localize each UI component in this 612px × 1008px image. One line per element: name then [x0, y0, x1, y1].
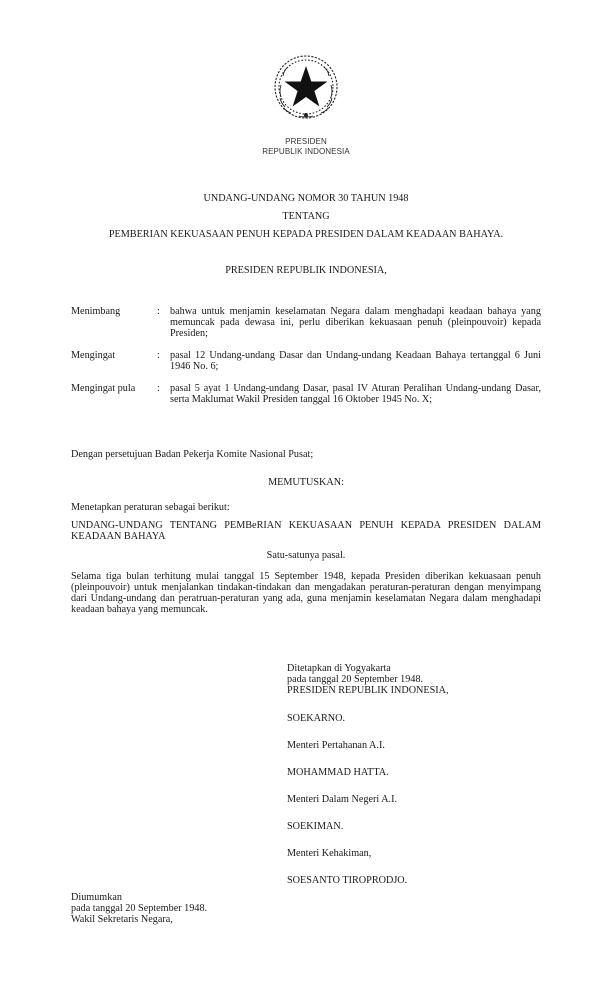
promulgation-office: Wakil Sekretaris Negara,: [71, 914, 173, 925]
consideration-colon: :: [157, 306, 160, 317]
signatory-name-defense: MOHAMMAD HATTA.: [287, 767, 389, 778]
consideration-label: Mengingat pula: [71, 383, 136, 394]
signatory-name-president: SOEKARNO.: [287, 713, 346, 724]
law-number-title: UNDANG-UNDANG NOMOR 30 TAHUN 1948: [203, 193, 409, 204]
consideration-colon: :: [157, 350, 160, 361]
emblem-caption-republic: REPUBLIK INDONESIA: [262, 147, 350, 156]
enactment-date: pada tanggal 20 September 1948.: [287, 674, 424, 685]
signatory-title-defense: Menteri Pertahanan A.I.: [287, 740, 385, 751]
signatory-title-justice: Menteri Kehakiman,: [287, 848, 372, 859]
consideration-text: pasal 12 Undang-undang Dasar dan Undang-undang Keadaan Bahaya tertanggal 6 Juni 1946 No. 6;: [170, 350, 541, 372]
consideration-label: Menimbang: [71, 306, 121, 317]
consideration-label: Mengingat: [71, 350, 116, 361]
promulgation-date: pada tanggal 20 September 1948.: [71, 903, 208, 914]
signatory-title-home-affairs: Menteri Dalam Negeri A.I.: [287, 794, 398, 805]
promulgation-label: Diumumkan: [71, 892, 122, 903]
title-tentang: TENTANG: [282, 211, 330, 222]
enactment-office: PRESIDEN REPUBLIK INDONESIA,: [287, 685, 449, 696]
consideration-text: pasal 5 ayat 1 Undang-undang Dasar, pasal IV Aturan Peralihan Undang-undang Dasar, serta Maklumat Wakil Presiden tanggal 16 Oktober 1945 No. X;: [170, 383, 541, 405]
law-title-text: UNDANG-UNDANG TENTANG PEMBeRIAN KEKUASAAN PENUH KEPADA PRESIDEN DALAM KEADAAN BAHAYA: [71, 520, 541, 542]
law-subject-title: PEMBERIAN KEKUASAAN PENUH KEPADA PRESIDEN DALAM KEADAAN BAHAYA.: [108, 229, 504, 240]
consideration-text: bahwa untuk menjamin keselamatan Negara dalam menghadapi keadaan bahaya yang memuncak pada dewasa ini, perlu diberikan kekuasaan penuh (pleinpouvoir) kepada Presiden;: [170, 306, 541, 339]
enactment-place: Ditetapkan di Yogyakarta: [287, 663, 391, 674]
decision-heading: MEMUTUSKAN:: [268, 477, 344, 488]
star-wreath-emblem-icon: [271, 52, 341, 122]
approval-statement: Dengan persetujuan Badan Pekerja Komite Nasional Pusat;: [71, 449, 314, 460]
signatory-name-home-affairs: SOEKIMAN.: [287, 821, 344, 832]
article-body: Selama tiga bulan terhitung mulai tanggal 15 September 1948, kepada Presiden diberikan kekuasaan penuh (pleinpouvoir) untuk menjalankan tindakan-tindakan dan mengadakan peraturan-peraturan dengan menyimpang dari Undang-undang dan peratruan-peraturan yang ada, guna menjamin keselamatan Negara dalam menghadapi keadaan bahaya yang memuncak.: [71, 571, 541, 615]
consideration-colon: :: [157, 383, 160, 394]
issuer-heading: PRESIDEN REPUBLIK INDONESIA,: [225, 265, 387, 276]
establish-statement: Menetapkan peraturan sebagai berikut:: [71, 502, 230, 513]
emblem-caption-president: PRESIDEN: [285, 137, 327, 146]
signatory-name-justice: SOESANTO TIROPRODJO.: [287, 875, 408, 886]
article-heading: Satu-satunya pasal.: [266, 550, 346, 561]
